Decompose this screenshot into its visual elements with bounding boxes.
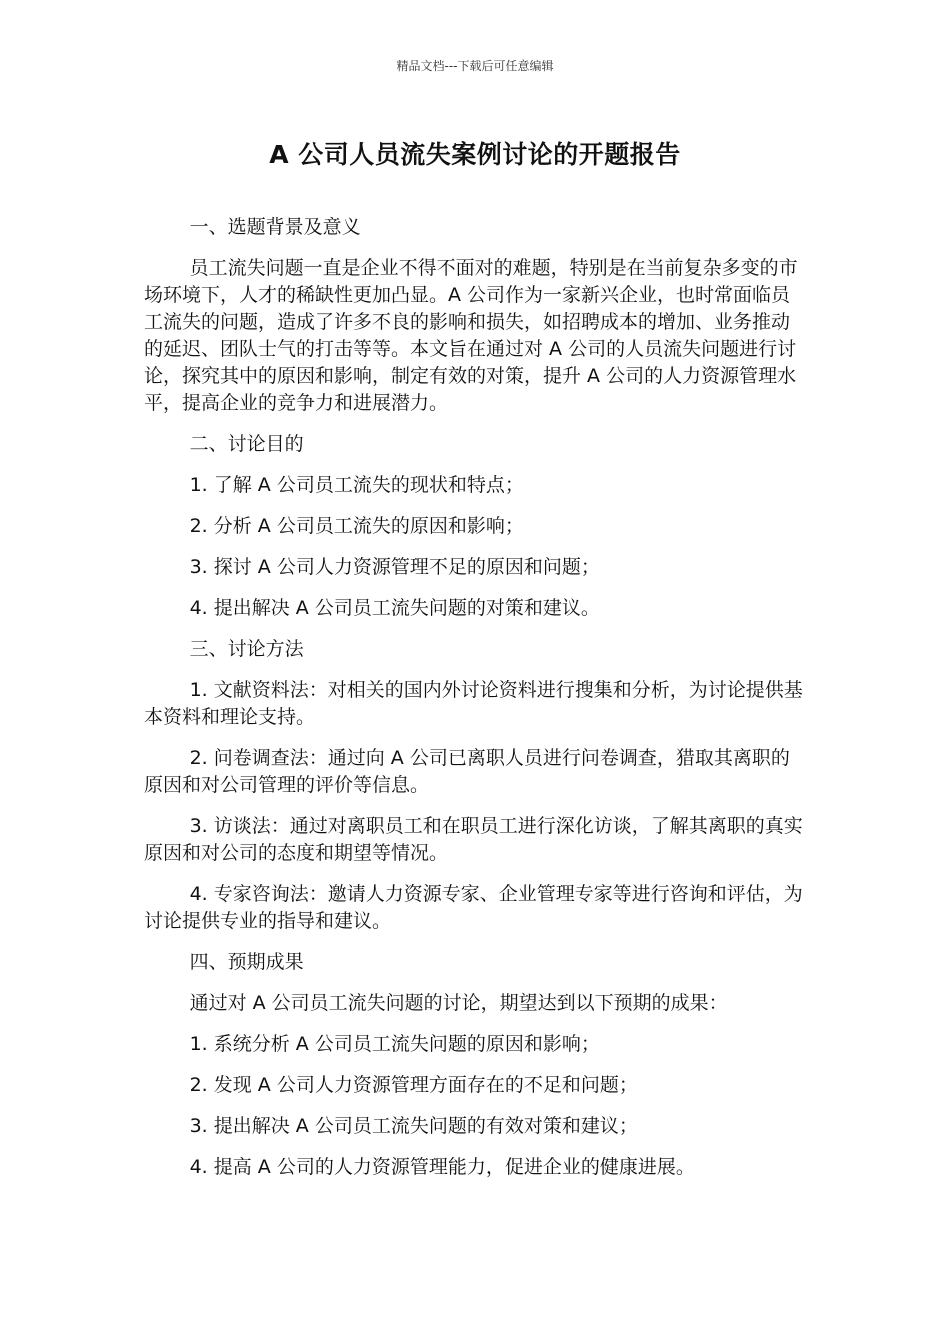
section-heading-outcomes: 四、预期成果 bbox=[189, 951, 304, 973]
section-heading-methods: 三、讨论方法 bbox=[189, 638, 304, 660]
goal-item: 2. 分析 A 公司员工流失的原因和影响； bbox=[189, 515, 524, 537]
method-item: 3. 访谈法：通过对离职员工和在职员工进行深化访谈，了解其离职的真实原因和对公司的态度和期望等情况。 bbox=[144, 815, 803, 864]
document-body bbox=[144, 214, 806, 1195]
section-heading-background: 一、选题背景及意义 bbox=[189, 216, 361, 238]
goal-item: 3. 探讨 A 公司人力资源管理不足的原因和问题； bbox=[189, 556, 600, 578]
outcome-item: 3. 提出解决 A 公司员工流失问题的有效对策和建议； bbox=[189, 1115, 638, 1137]
method-item: 2. 问卷调查法：通过向 A 公司已离职人员进行问卷调查，猎取其离职的原因和对公司管理的评价等信息。 bbox=[144, 747, 790, 796]
background-paragraph: 员工流失问题一直是企业不得不面对的难题，特别是在当前复杂多变的市场环境下，人才的稀缺性更加凸显。A 公司作为一家新兴企业，也时常面临员工流失的问题，造成了许多不良的影响和损失，如招聘成本的增加、业务推动的延迟、团队士气的打击等等。本文旨在通过对 A 公司的人员流失问题进行讨论，探究其中的原因和影响，制定有效的对策，提升 A 公司的人力资源管理水平，提高企业的竞争力和进展潜力。 bbox=[144, 257, 798, 414]
outcome-item: 1. 系统分析 A 公司员工流失问题的原因和影响； bbox=[189, 1033, 600, 1055]
goal-item: 4. 提出解决 A 公司员工流失问题的对策和建议。 bbox=[189, 597, 600, 619]
outcome-item: 2. 发现 A 公司人力资源管理方面存在的不足和问题； bbox=[189, 1074, 638, 1096]
document-title: A 公司人员流失案例讨论的开题报告 bbox=[269, 140, 681, 169]
goal-item: 1. 了解 A 公司员工流失的现状和特点； bbox=[189, 474, 524, 496]
method-item: 4. 专家咨询法：邀请人力资源专家、企业管理专家等进行咨询和评估，为讨论提供专业的指导和建议。 bbox=[144, 883, 803, 932]
section-heading-goals: 二、讨论目的 bbox=[189, 433, 304, 455]
outcomes-intro: 通过对 A 公司员工流失问题的讨论，期望达到以下预期的成果： bbox=[189, 992, 728, 1014]
page-header: 精品文档---下载后可任意编辑 bbox=[396, 59, 554, 73]
outcome-item: 4. 提高 A 公司的人力资源管理能力，促进企业的健康进展。 bbox=[189, 1156, 695, 1178]
method-item: 1. 文献资料法：对相关的国内外讨论资料进行搜集和分析，为讨论提供基本资料和理论支持。 bbox=[144, 679, 803, 728]
